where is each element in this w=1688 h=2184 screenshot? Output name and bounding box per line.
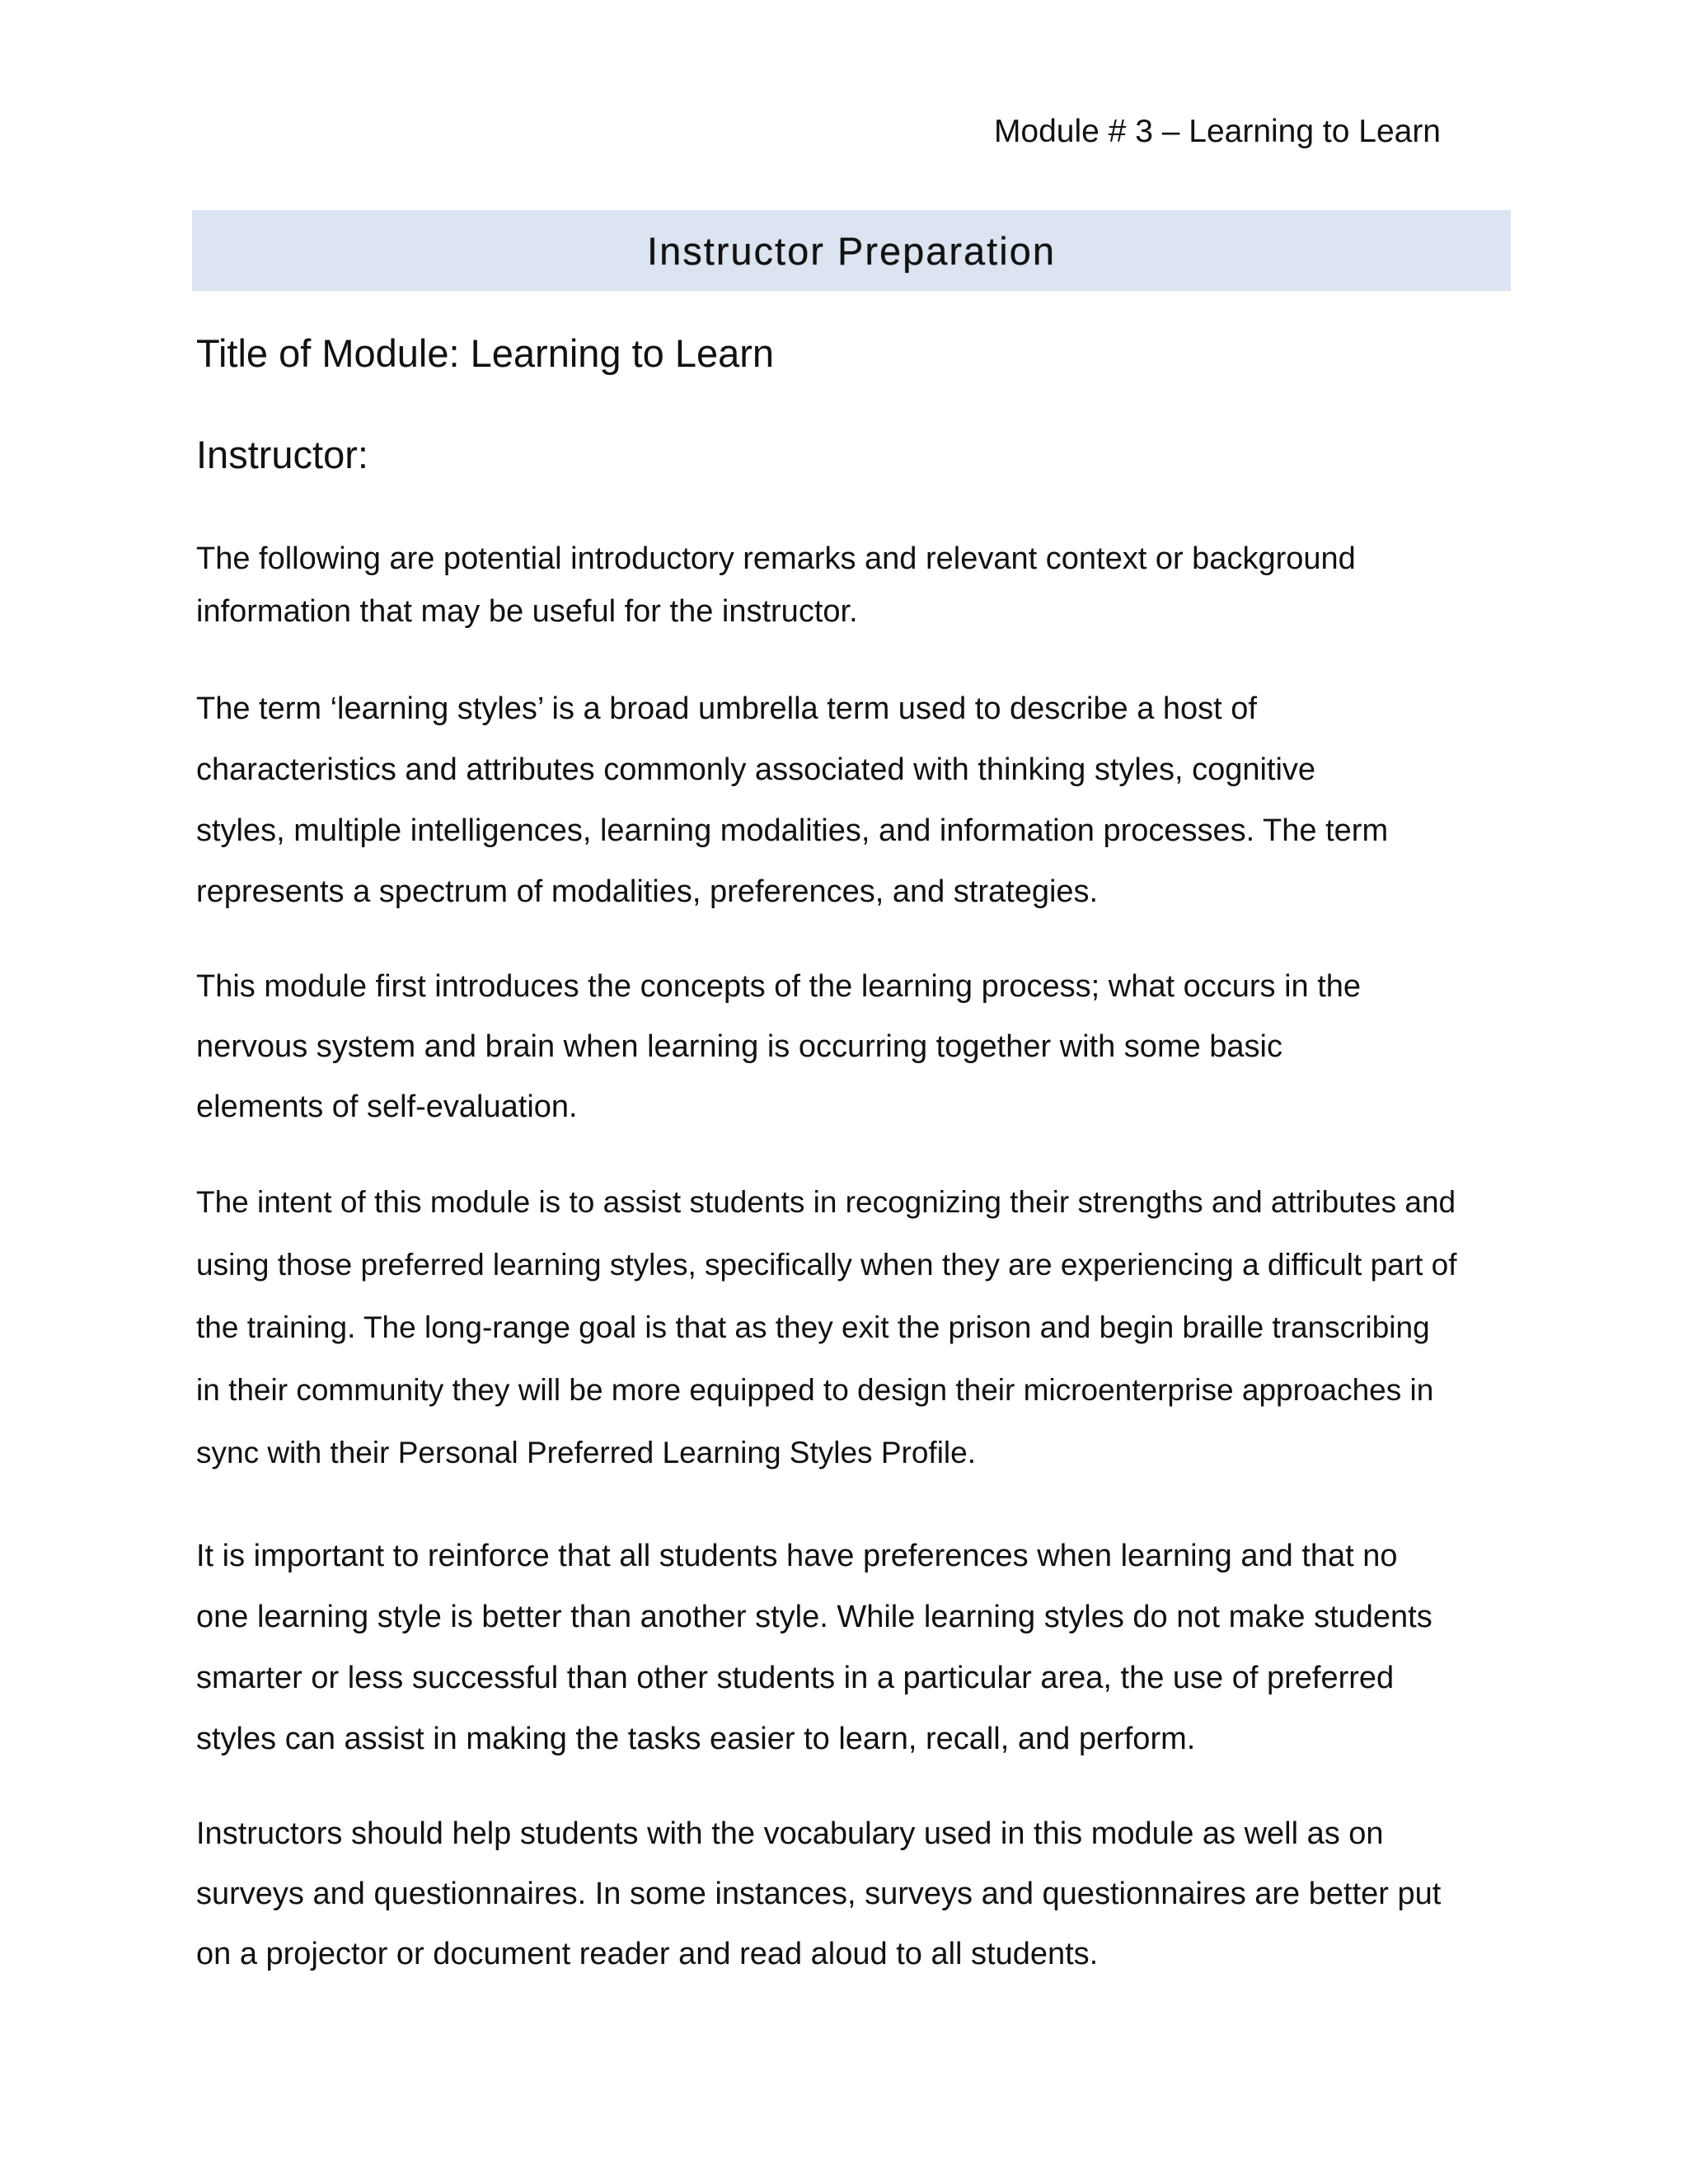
paragraph-line: The following are potential introductory remarks and relevant context or background [196, 541, 1356, 576]
banner-title: Instructor Preparation [647, 228, 1056, 273]
paragraph-line: the training. The long-range goal is that as they exit the prison and begin braille transcribing [196, 1310, 1430, 1344]
paragraph-line: characteristics and attributes commonly associated with thinking styles, cognitive [196, 752, 1316, 787]
module-title-field: Title of Module: Learning to Learn [196, 331, 775, 375]
paragraph-line: elements of self-evaluation. [196, 1090, 578, 1124]
paragraph-line: Instructors should help students with the vocabulary used in this module as well as on [196, 1816, 1384, 1851]
paragraph-line: The intent of this module is to assist students in recognizing their strengths and attributes and [196, 1185, 1456, 1219]
paragraph-line: surveys and questionnaires. In some instances, surveys and questionnaires are better put [196, 1877, 1442, 1911]
paragraph-vocabulary [196, 1804, 1515, 1985]
paragraph-learning-styles-term [196, 678, 1515, 922]
paragraph-line: smarter or less successful than other students in a particular area, the use of preferred [196, 1661, 1395, 1695]
paragraph-line: The term ‘learning styles’ is a broad umbrella term used to describe a host of [196, 691, 1257, 726]
paragraph-line: styles, multiple intelligences, learning modalities, and information processes. The term [196, 813, 1389, 848]
paragraph-line: styles can assist in making the tasks easier to learn, recall, and perform. [196, 1722, 1196, 1756]
paragraph-preferences [196, 1526, 1515, 1769]
paragraph-intro [196, 532, 1515, 638]
paragraph-line: This module first introduces the concepts of the learning process; what occurs in the [196, 969, 1362, 1004]
paragraph-line: It is important to reinforce that all students have preferences when learning and that no [196, 1539, 1398, 1573]
paragraph-line: one learning style is better than another style. While learning styles do not make students [196, 1600, 1432, 1634]
paragraph-module-overview [196, 957, 1515, 1137]
paragraph-line: on a projector or document reader and read aloud to all students. [196, 1937, 1099, 1971]
paragraph-line: using those preferred learning styles, specifically when they are experiencing a difficult part of [196, 1248, 1457, 1282]
instructor-field: Instructor: [196, 433, 368, 476]
paragraph-line: nervous system and brain when learning is occurring together with some basic [196, 1029, 1282, 1064]
paragraph-line: in their community they will be more equipped to design their microenterprise approaches in [196, 1373, 1434, 1407]
paragraph-line: sync with their Personal Preferred Learning Styles Profile. [196, 1436, 976, 1469]
paragraph-line: represents a spectrum of modalities, preferences, and strategies. [196, 874, 1099, 909]
section-banner [192, 210, 1511, 291]
paragraph-module-intent [196, 1171, 1515, 1484]
paragraph-line: information that may be useful for the instructor. [196, 594, 858, 629]
running-header: Module # 3 – Learning to Learn [993, 114, 1441, 149]
